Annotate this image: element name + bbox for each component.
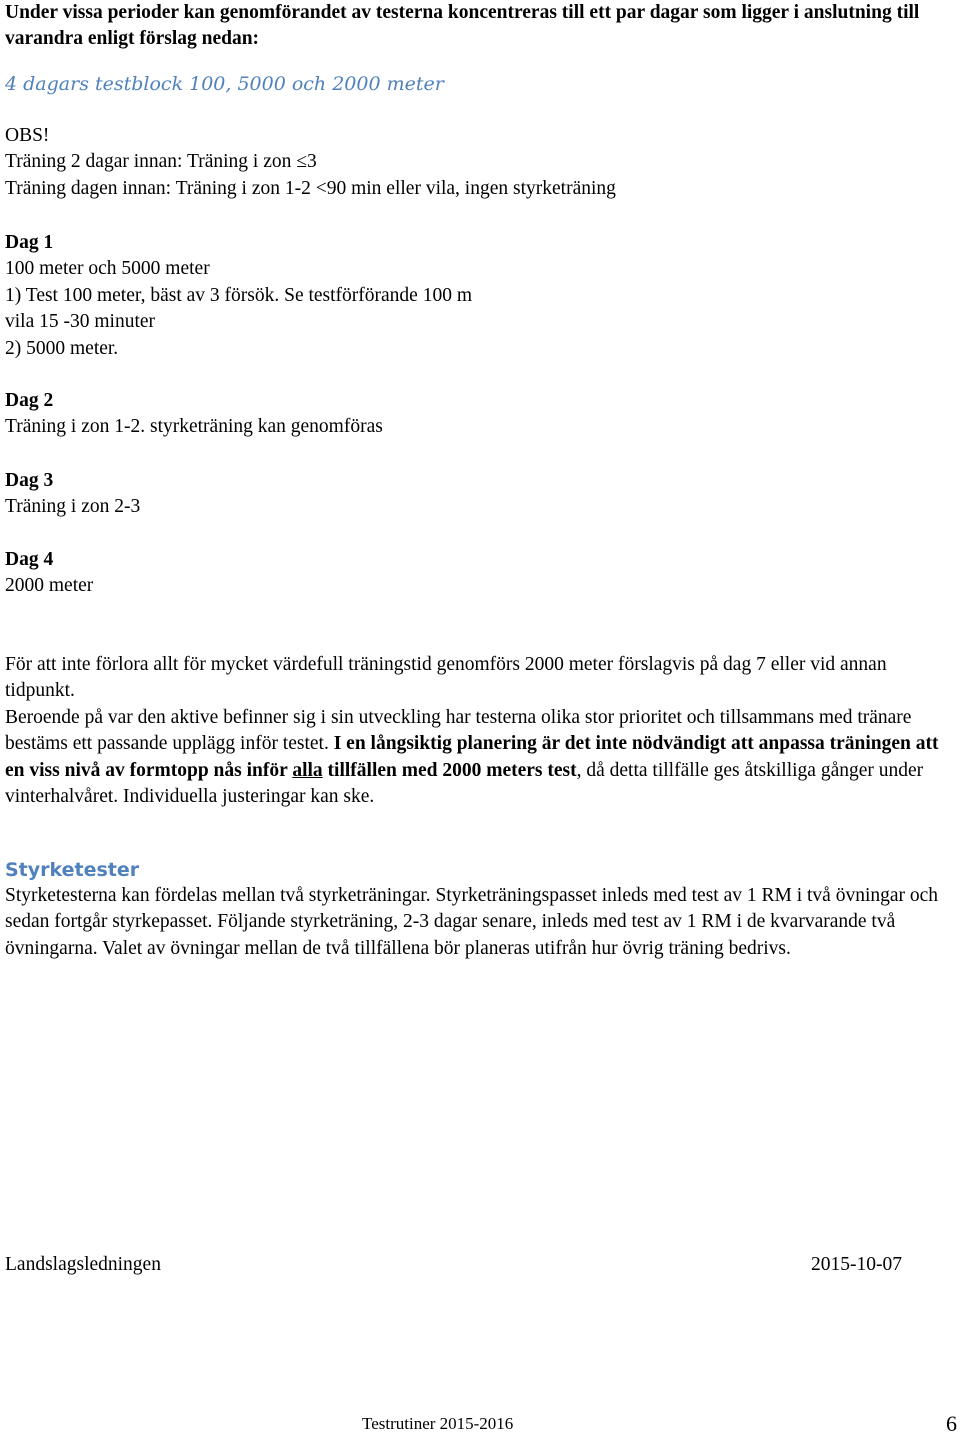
day-1-line: vila 15 -30 minuter	[5, 311, 156, 333]
planning-tail: , då detta tillfälle ges åtskilliga gånger under vinterhalvåret. Individuella justeringar kan ske.	[5, 759, 924, 808]
page-number: 6	[946, 1411, 957, 1436]
day-3-line: Träning i zon 2-3	[5, 496, 141, 518]
day-1-line: 100 meter och 5000 meter	[5, 258, 210, 280]
styrketester-paragraph: Styrketesterna kan fördelas mellan två styrketräningar. Styrketräningspasset inleds med test av 1 RM i två övningar och sedan fortgår styrkepasset. Följande styrketräning, 2-3 dagar senare, inleds med test av 1 RM i de kvarvarande två övningarna. Valet av övningar mellan de två tillfällena bör planeras utifrån hur övrig träning bedrivs.	[5, 885, 939, 959]
signature-author: Landslagsledningen	[5, 1254, 161, 1275]
planning-emphasis: I en långsiktig planering är det inte nödvändigt att anpassa träningen att en viss nivå av formtopp nås inför	[5, 733, 939, 781]
intro-paragraph: Under vissa perioder kan genomförandet av testerna koncentreras till ett par dagar som ligger i anslutning till varandra enligt förslag nedan:	[5, 2, 920, 50]
day-1-line: 2) 5000 meter.	[5, 337, 119, 359]
day-1-line: 1) Test 100 meter, bäst av 3 försök. Se testförförande 100 m	[5, 284, 473, 306]
obs-section	[5, 123, 957, 202]
paragraph-2000m: För att inte förlora allt för mycket värdefull träningstid genomförs 2000 meter förslagvis på dag 7 eller vid annan tidpunkt.	[5, 654, 887, 702]
day-2-title: Dag 2	[5, 390, 54, 411]
day-4-title: Dag 4	[5, 549, 54, 570]
planning-emphasis-end: tillfällen med 2000 meters test	[322, 759, 577, 781]
planning-text: Beroende på var den aktive befinner sig i sin utveckling har testerna olika stor prioritet och tillsammans med tränare bestäms ett passande upplägg inför testet.	[5, 707, 912, 755]
obs-line-1-text: Träning 2 dagar innan: Träning i zon	[5, 151, 297, 173]
day-1-title: Dag 1	[5, 232, 54, 253]
day-1-section	[5, 230, 957, 362]
footer-title: Testrutiner 2015-2016	[362, 1414, 514, 1433]
day-4-line: 2000 meter	[5, 575, 94, 597]
obs-line-1	[5, 149, 957, 175]
day-2-section	[5, 388, 957, 441]
planning-paragraph	[5, 705, 957, 811]
obs-line-2: Träning dagen innan: Träning i zon 1-2 <90 min eller vila, ingen styrketräning	[5, 177, 616, 199]
day-4-section	[5, 547, 957, 600]
less-equal-symbol: ≤	[296, 151, 307, 173]
planning-underlined-word: alla	[292, 759, 323, 781]
styrketester-heading: Styrketester	[5, 859, 140, 881]
testblock-heading: 4 dagars testblock 100, 5000 och 2000 meter	[5, 73, 444, 95]
obs-label: OBS!	[5, 125, 50, 146]
obs-line-1-value: 3	[306, 151, 317, 173]
signature-date: 2015-10-07	[811, 1254, 902, 1275]
day-2-line: Träning i zon 1-2. styrketräning kan genomföras	[5, 416, 383, 438]
day-3-title: Dag 3	[5, 470, 54, 491]
day-3-section	[5, 468, 957, 521]
